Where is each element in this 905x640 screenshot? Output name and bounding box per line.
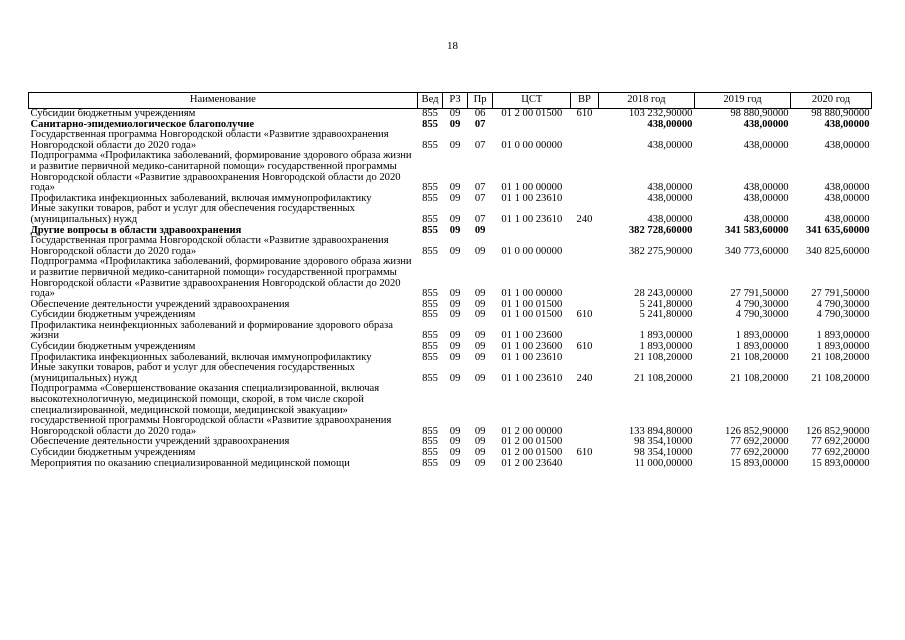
cell-2018: 98 354,10000 (634, 436, 693, 448)
cell-cst: 01 1 00 23610 (501, 192, 563, 204)
cell-ved: 855 (422, 298, 438, 310)
cell-2020: 126 852,90000 (805, 425, 870, 437)
budget-table (28, 92, 872, 469)
cell-2019: 438,00000 (743, 139, 789, 151)
table-header (29, 93, 872, 109)
cell-name: Подпрограмма «Профилактика заболеваний, формирование здорового образа жизни и развитие первичной медико-санитарной помощи» государственной программы Новгородской области «Развитие здравоохранения Новгородской области до 2020 года» (30, 256, 412, 300)
header-vr: ВР (571, 93, 599, 109)
cell-vr (571, 257, 599, 299)
cell-vr (571, 120, 599, 131)
cell-2018: 98 354,10000 (634, 447, 693, 458)
cell-vr (571, 236, 599, 257)
cell-rz: 09 (449, 245, 461, 257)
cell-2018: 382 275,90000 (628, 245, 693, 257)
cell-pr: 09 (474, 330, 486, 342)
cell-ved: 855 (422, 309, 438, 321)
cell-2018: 21 108,20000 (634, 351, 693, 363)
cell-cst: 01 2 00 01500 (501, 108, 563, 119)
cell-rz: 09 (449, 309, 461, 321)
cell-2019: 438,00000 (743, 213, 789, 225)
cell-rz: 09 (449, 330, 461, 342)
cell-pr: 07 (474, 182, 486, 194)
cell-pr: 09 (474, 341, 486, 353)
cell-2018: 21 108,20000 (634, 372, 693, 384)
cell-2018: 11 000,00000 (634, 457, 693, 469)
table-row (29, 384, 872, 437)
cell-vr: 240 (576, 213, 593, 225)
cell-vr (571, 353, 599, 364)
cell-2018: 28 243,00000 (634, 288, 693, 300)
cell-vr: 610 (576, 447, 593, 458)
cell-pr: 09 (474, 436, 486, 448)
cell-vr (571, 226, 599, 237)
table-row (29, 321, 872, 342)
cell-rz: 09 (449, 447, 461, 458)
cell-cst (493, 120, 571, 131)
cell-2019: 4 790,30000 (735, 298, 789, 310)
cell-cst: 01 1 00 23610 (501, 372, 563, 384)
cell-cst: 01 2 00 00000 (501, 425, 563, 437)
cell-pr: 09 (474, 224, 486, 236)
cell-rz: 09 (449, 457, 461, 469)
cell-pr: 09 (474, 298, 486, 310)
cell-ved: 855 (422, 288, 438, 300)
cell-rz: 09 (449, 118, 461, 130)
cell-2019: 341 583,60000 (725, 224, 789, 236)
cell-pr: 09 (474, 372, 486, 384)
cell-name: Мероприятия по оказанию специализированной медицинской помощи (30, 457, 350, 469)
cell-2018: 438,00000 (647, 118, 693, 130)
cell-rz: 09 (449, 288, 461, 300)
header-2020: 2020 год (791, 93, 872, 109)
cell-name: Обеспечение деятельности учреждений здравоохранения (30, 298, 290, 310)
cell-2018: 103 232,90000 (628, 108, 693, 119)
cell-cst: 01 1 00 01500 (501, 309, 563, 321)
cell-vr (571, 384, 599, 437)
table-body (29, 109, 872, 470)
cell-rz: 09 (449, 298, 461, 310)
cell-cst: 01 1 00 00000 (501, 182, 563, 194)
table-row (29, 130, 872, 151)
cell-ved: 855 (422, 330, 438, 342)
cell-cst: 01 2 00 23640 (501, 457, 563, 469)
cell-rz: 09 (449, 351, 461, 363)
cell-vr (571, 151, 599, 193)
cell-2020: 340 825,60000 (805, 245, 870, 257)
table-row (29, 236, 872, 257)
cell-cst: 01 0 00 00000 (501, 245, 563, 257)
cell-ved: 855 (422, 351, 438, 363)
cell-name: Санитарно-эпидемиологическое благополучие (30, 118, 255, 130)
page-number: 18 (447, 40, 458, 52)
cell-pr: 09 (474, 245, 486, 257)
cell-pr: 09 (474, 309, 486, 321)
header-pr: Пр (467, 93, 493, 109)
header-cst: ЦСТ (493, 93, 571, 109)
cell-2019: 340 773,60000 (725, 245, 789, 257)
cell-rz: 09 (449, 139, 461, 151)
cell-name: Субсидии бюджетным учреждениям (30, 108, 196, 119)
header-2018: 2018 год (598, 93, 694, 109)
cell-name: Подпрограмма «Совершенствование оказания специализированной, включая высокотехнологичную, медицинской помощи, скорой, в том числе скорой специализированной, медицинской помощи, медицинской эвакуации» государственной программы Новгородской области «Развитие здравоохранения Новгородской области до 2020 года» (30, 383, 392, 437)
cell-ved: 855 (422, 447, 438, 458)
cell-ved: 855 (422, 118, 438, 130)
cell-2020: 15 893,00000 (811, 457, 870, 469)
cell-name: Обеспечение деятельности учреждений здравоохранения (30, 436, 290, 448)
cell-name: Профилактика инфекционных заболеваний, включая иммунопрофилактику (30, 192, 372, 204)
cell-2019: 126 852,90000 (725, 425, 789, 437)
cell-name: Субсидии бюджетным учреждениям (30, 447, 196, 458)
cell-2019: 77 692,20000 (730, 447, 789, 458)
cell-ved: 855 (422, 245, 438, 257)
cell-cst: 01 2 00 01500 (501, 447, 563, 458)
cell-vr (571, 130, 599, 151)
cell-name: Подпрограмма «Профилактика заболеваний, формирование здорового образа жизни и развитие первичной медико-санитарной помощи» государственной программы Новгородской области «Развитие здравоохранения Новгородской области до 2020 года» (30, 150, 412, 194)
header-rz: РЗ (443, 93, 468, 109)
cell-ved: 855 (422, 224, 438, 236)
cell-cst: 01 1 00 23610 (501, 213, 563, 225)
cell-rz: 09 (449, 108, 461, 119)
cell-2020: 4 790,30000 (816, 309, 870, 321)
cell-rz: 09 (449, 372, 461, 384)
cell-rz: 09 (449, 213, 461, 225)
cell-2020: 21 108,20000 (811, 351, 870, 363)
cell-pr: 07 (474, 192, 486, 204)
cell-name: Другие вопросы в области здравоохранения (30, 224, 242, 236)
cell-2018: 1 893,00000 (639, 330, 693, 342)
cell-2018: 133 894,80000 (628, 425, 693, 437)
cell-rz: 09 (449, 182, 461, 194)
cell-2019: 15 893,00000 (730, 457, 789, 469)
cell-cst: 01 1 00 23600 (501, 330, 563, 342)
cell-cst: 01 2 00 01500 (501, 436, 563, 448)
cell-ved: 855 (422, 192, 438, 204)
cell-2020: 438,00000 (824, 182, 870, 194)
cell-2020: 438,00000 (824, 118, 870, 130)
cell-2019: 77 692,20000 (730, 436, 789, 448)
cell-rz: 09 (449, 341, 461, 353)
cell-2019: 1 893,00000 (735, 341, 789, 353)
cell-2018: 1 893,00000 (639, 341, 693, 353)
cell-vr (571, 194, 599, 205)
cell-2019: 438,00000 (743, 182, 789, 194)
cell-pr: 07 (474, 213, 486, 225)
cell-name: Субсидии бюджетным учреждениям (30, 309, 196, 321)
cell-vr (571, 459, 599, 470)
cell-2019: 27 791,50000 (730, 288, 789, 300)
cell-2019: 21 108,20000 (730, 351, 789, 363)
cell-2019: 1 893,00000 (735, 330, 789, 342)
cell-vr: 240 (576, 372, 593, 384)
cell-ved: 855 (422, 425, 438, 437)
cell-rz: 09 (449, 436, 461, 448)
cell-name: Субсидии бюджетным учреждениям (30, 341, 196, 353)
cell-pr: 09 (474, 457, 486, 469)
cell-2020: 77 692,20000 (811, 436, 870, 448)
cell-2020: 27 791,50000 (811, 288, 870, 300)
table-row (29, 363, 872, 384)
cell-2020: 341 635,60000 (805, 224, 870, 236)
cell-2020: 1 893,00000 (816, 330, 870, 342)
header-2019: 2019 год (694, 93, 790, 109)
cell-2019: 438,00000 (743, 192, 789, 204)
table-row (29, 109, 872, 120)
cell-2019: 4 790,30000 (735, 309, 789, 321)
table-row (29, 204, 872, 225)
header-ved: Вед (417, 93, 443, 109)
cell-ved: 855 (422, 108, 438, 119)
cell-cst: 01 0 00 00000 (501, 139, 563, 151)
cell-2020: 98 880,90000 (811, 108, 870, 119)
cell-2019: 438,00000 (743, 118, 789, 130)
cell-pr: 09 (474, 447, 486, 458)
header-name: Наименование (29, 93, 418, 109)
cell-cst: 01 1 00 01500 (501, 298, 563, 310)
cell-pr: 07 (474, 139, 486, 151)
cell-2019: 98 880,90000 (730, 108, 789, 119)
cell-name: Профилактика неинфекционных заболеваний и формирование здорового образа жизни (30, 319, 393, 342)
cell-ved: 855 (422, 341, 438, 353)
cell-vr: 610 (576, 108, 593, 119)
cell-2020: 4 790,30000 (816, 298, 870, 310)
cell-name: Иные закупки товаров, работ и услуг для обеспечения государственных (муниципальных) нужд (30, 203, 355, 225)
cell-cst: 01 1 00 00000 (501, 288, 563, 300)
cell-vr: 610 (576, 341, 593, 353)
cell-2018: 438,00000 (647, 213, 693, 225)
cell-ved: 855 (422, 457, 438, 469)
cell-2020: 438,00000 (824, 139, 870, 151)
cell-ved: 855 (422, 372, 438, 384)
cell-rz: 09 (449, 425, 461, 437)
cell-ved: 855 (422, 436, 438, 448)
table-row (29, 448, 872, 459)
table-row (29, 151, 872, 193)
cell-cst: 01 1 00 23610 (501, 351, 563, 363)
cell-2018: 438,00000 (647, 192, 693, 204)
cell-pr: 06 (474, 108, 486, 119)
cell-cst: 01 1 00 23600 (501, 341, 563, 353)
cell-pr: 09 (474, 425, 486, 437)
table-row (29, 459, 872, 470)
cell-2018: 438,00000 (647, 182, 693, 194)
cell-rz: 09 (449, 224, 461, 236)
cell-2020: 21 108,20000 (811, 372, 870, 384)
cell-ved: 855 (422, 182, 438, 194)
cell-vr (571, 321, 599, 342)
cell-2020: 438,00000 (824, 192, 870, 204)
cell-2020: 438,00000 (824, 213, 870, 225)
cell-2020: 1 893,00000 (816, 341, 870, 353)
cell-pr: 09 (474, 351, 486, 363)
cell-cst (493, 226, 571, 237)
cell-name: Иные закупки товаров, работ и услуг для обеспечения государственных (муниципальных) нужд (30, 362, 355, 384)
cell-pr: 09 (474, 288, 486, 300)
cell-ved: 855 (422, 139, 438, 151)
cell-2020: 77 692,20000 (811, 447, 870, 458)
cell-2018: 5 241,80000 (639, 298, 693, 310)
cell-vr: 610 (576, 309, 593, 321)
cell-2018: 382 728,60000 (628, 224, 693, 236)
cell-pr: 07 (474, 118, 486, 130)
cell-name: Профилактика инфекционных заболеваний, включая иммунопрофилактику (30, 351, 372, 363)
cell-2018: 438,00000 (647, 139, 693, 151)
cell-rz: 09 (449, 192, 461, 204)
cell-name: Государственная программа Новгородской области «Развитие здравоохранения Новгородской области до 2020 года» (30, 129, 389, 151)
cell-2018: 5 241,80000 (639, 309, 693, 321)
cell-2019: 21 108,20000 (730, 372, 789, 384)
cell-ved: 855 (422, 213, 438, 225)
cell-name: Государственная программа Новгородской области «Развитие здравоохранения Новгородской области до 2020 года» (30, 235, 389, 257)
table-row (29, 257, 872, 299)
